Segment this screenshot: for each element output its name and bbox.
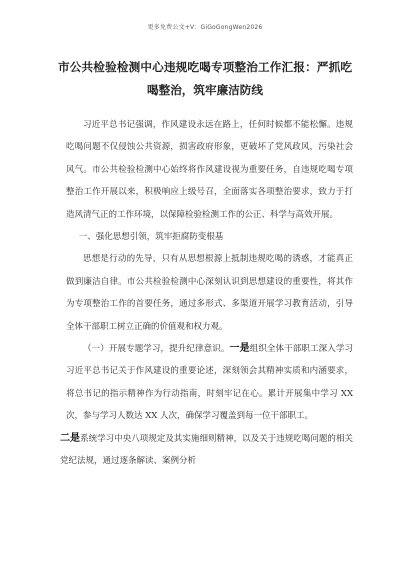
point-one-text: 组织全体干部职工深入学习习近平总书记关于作风建设的重要论述，深刻领会其精神实质和内涵要求，将总书记的指示精神作为行动指南，时刻牢记在心。累计开展集中学习 XX 次，参与学习人数达 XX 人次，确保学习覆盖到每一位干部职工。	[66, 344, 353, 422]
document-body	[60, 114, 353, 473]
watermark-text: 更多免费公文+V：GiGoGongWen2026	[147, 24, 263, 31]
subsection-paragraph	[66, 338, 353, 428]
section-paragraph: 思想是行动的先导，只有从思想根源上抵制违规吃喝的诱惑，才能真正做到廉洁自律。市公共检验检测中心深刻认识到思想建设的重要性，将其作为专项整治工作的首要任务，通过多形式、多渠道开展学习教育活动，引导全体干部职工树立正确的价值观和权力观。	[66, 254, 353, 332]
intro-paragraph: 习近平总书记强调，作风建设永远在路上，任何时候都不能松懈。违规吃喝问题不仅侵蚀公共资源，损害政府形象，更破坏了党风政风，污染社会风气。市公共检验检测中心始终将作风建设视为重要任务，自违规吃喝专项整治工作开展以来，积极响应上级号召，全面落实各项整治要求，致力于打造风清气正的工作环境，以保障检验检测工作的公正、科学与高效开展。	[66, 120, 353, 220]
section-heading: 一、强化思想引领，筑牢拒腐防变根基	[78, 232, 224, 243]
subsection-heading: （一）开展专题学习，提升纪律意识。	[83, 344, 230, 355]
point-two-text: 系统学习中央八项规定及其实施细则精神，以及关于违规吃喝问题的相关党纪法规，通过逐条解读、案例分析	[60, 433, 353, 467]
point-two-lead: 二是	[60, 432, 81, 444]
point-one-lead: 一是	[229, 343, 250, 355]
document-title: 市公共检验检测中心违规吃喝专项整治工作汇报：严抓吃喝整治，筑牢廉洁防线	[58, 60, 352, 97]
point-two-paragraph	[60, 428, 353, 473]
